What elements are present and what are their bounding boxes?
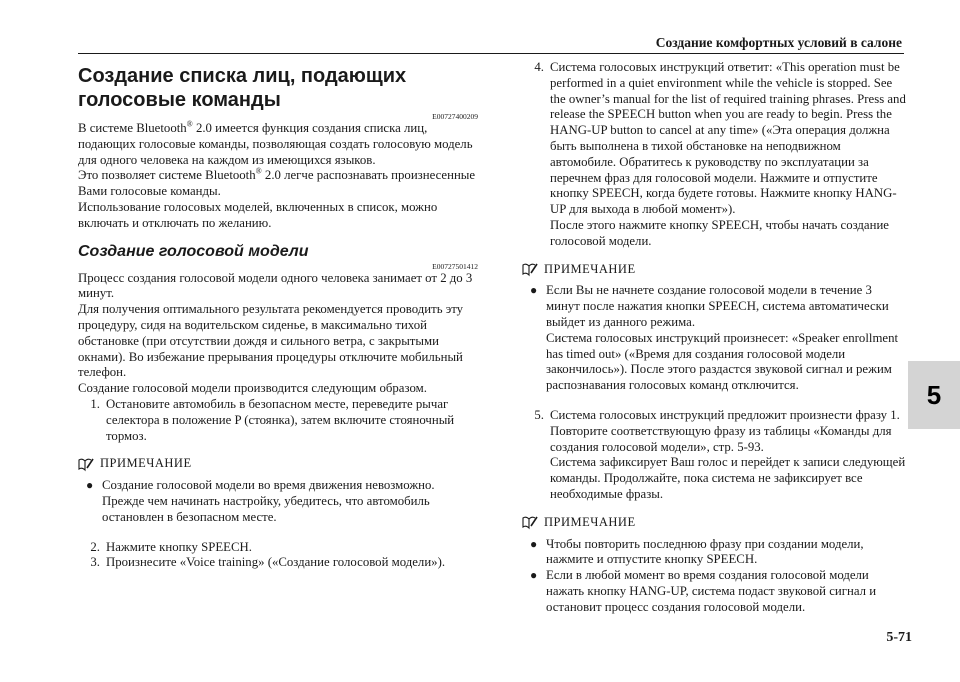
- intro-paragraph-2: Это позволяет системе Bluetooth® 2.0 легче распознавать произнесенные Вами голосовые команды.: [78, 167, 476, 199]
- note-heading: ПРИМЕЧАНИЕ: [522, 262, 908, 278]
- step-3: 3. Произнесите «Voice training» («Создание голосовой модели»).: [90, 555, 446, 570]
- chapter-tab: 5: [908, 361, 960, 429]
- conditions-paragraph: Для получения оптимального результата рекомендуется проводить эту процедуру, сидя на водительском сиденье, в максимально тихой обстановке (при отсутствии дождя и сильного ветра, с закрытыми окнами). Во избежание прерывания процедуры отключите мобильный телефон.: [78, 302, 464, 380]
- note-item: ● Если Вы не начнете создание голосовой модели в течение 3 минут после нажатия кнопки SPEECH, система автоматически выйдет из данного режима. Система голосовых инструкций произнесет: «Speaker enrollment has timed out» («Время для создания голосовой модели закончилось»). После этого раздастся звуковой сигнал и режим распознавания голосовых команд отключится.: [530, 283, 899, 393]
- duration-paragraph: Процесс создания голосовой модели одного человека занимает от 2 до 3 минут.: [78, 270, 473, 301]
- note-item: ● Чтобы повторить последнюю фразу при создании модели, нажмите и отпустите кнопку SPEECH.: [530, 536, 864, 567]
- subsection-title: Создание голосовой модели: [78, 242, 309, 260]
- note-heading: ПРИМЕЧАНИЕ: [522, 515, 908, 531]
- step-1: 1. Остановите автомобиль в безопасном месте, переведите рычаг селектора в положение P (стоянка), затем включите стояночный тормоз.: [90, 396, 455, 443]
- note-item: ● Если в любой момент во время создания голосовой модели нажать кнопку HANG-UP, система подаст звуковой сигнал и остановит процесс создания голосовой модели.: [530, 568, 877, 614]
- intro-paragraph-1: В системе Bluetooth® 2.0 имеется функция создания списка лиц, подающих голосовые команды, позволяющая создать голосовую модель для одного человека на каждом из имеющихся языков.: [78, 119, 473, 167]
- step-5: 5. Система голосовых инструкций предложит произнести фразу 1. Повторите соответствующую фразу из таблицы «Команды для создания голосовой модели», стр. 5-93. Система зафиксирует Ваш голос и перейдет к записи следующей команды. Продолжайте, пока система не зафиксирует все необходимые фразы.: [534, 407, 906, 501]
- left-column: [78, 60, 478, 571]
- running-header: Создание комфортных условий в салоне: [655, 35, 902, 50]
- section-code: E00727400209: [432, 112, 478, 121]
- procedure-intro: Создание голосовой модели производится следующим образом.: [78, 381, 427, 396]
- subsection-code: E00727501412: [432, 261, 478, 271]
- note-item: ● Создание голосовой модели во время движения невозможно. Прежде чем начинать настройку, убедитесь, что автомобиль остановлен в безопасном месте.: [86, 478, 435, 524]
- step-4: 4. Система голосовых инструкций ответит: «This operation must be performed in a quiet environment while the vehicle is stopped. See the owner’s manual for the list of required training phrases. Press and release the SPEECH button when you are ready to begin. Press the HANG-UP button to cancel at any time» («Эта операция должна быть выполнена в тихой обстановке на неподвижном автомобиле. Обратитесь к руководству по эксплуатации за перечнем фраз для голосовой модели. Нажмите и отпустите кнопку SPEECH, когда будете готовы. Нажмите кнопку HANG-UP для выхода в любой момент»). После этого нажмите кнопку SPEECH, чтобы начать создание голосовой модели.: [534, 60, 906, 248]
- note-heading: ПРИМЕЧАНИЕ: [78, 456, 478, 472]
- right-column: [522, 60, 908, 616]
- note-pencil-icon: [522, 262, 538, 277]
- header-divider: [78, 53, 904, 54]
- intro-paragraph-3: Использование голосовых моделей, включенных в список, можно включать и отключать по желанию.: [78, 199, 438, 230]
- note-pencil-icon: [78, 457, 94, 472]
- step-2: 2. Нажмите кнопку SPEECH.: [90, 539, 252, 554]
- note-pencil-icon: [522, 515, 538, 530]
- page-number: 5-71: [886, 630, 912, 645]
- section-title: Создание списка лиц, подающих голосовые команды: [78, 65, 407, 111]
